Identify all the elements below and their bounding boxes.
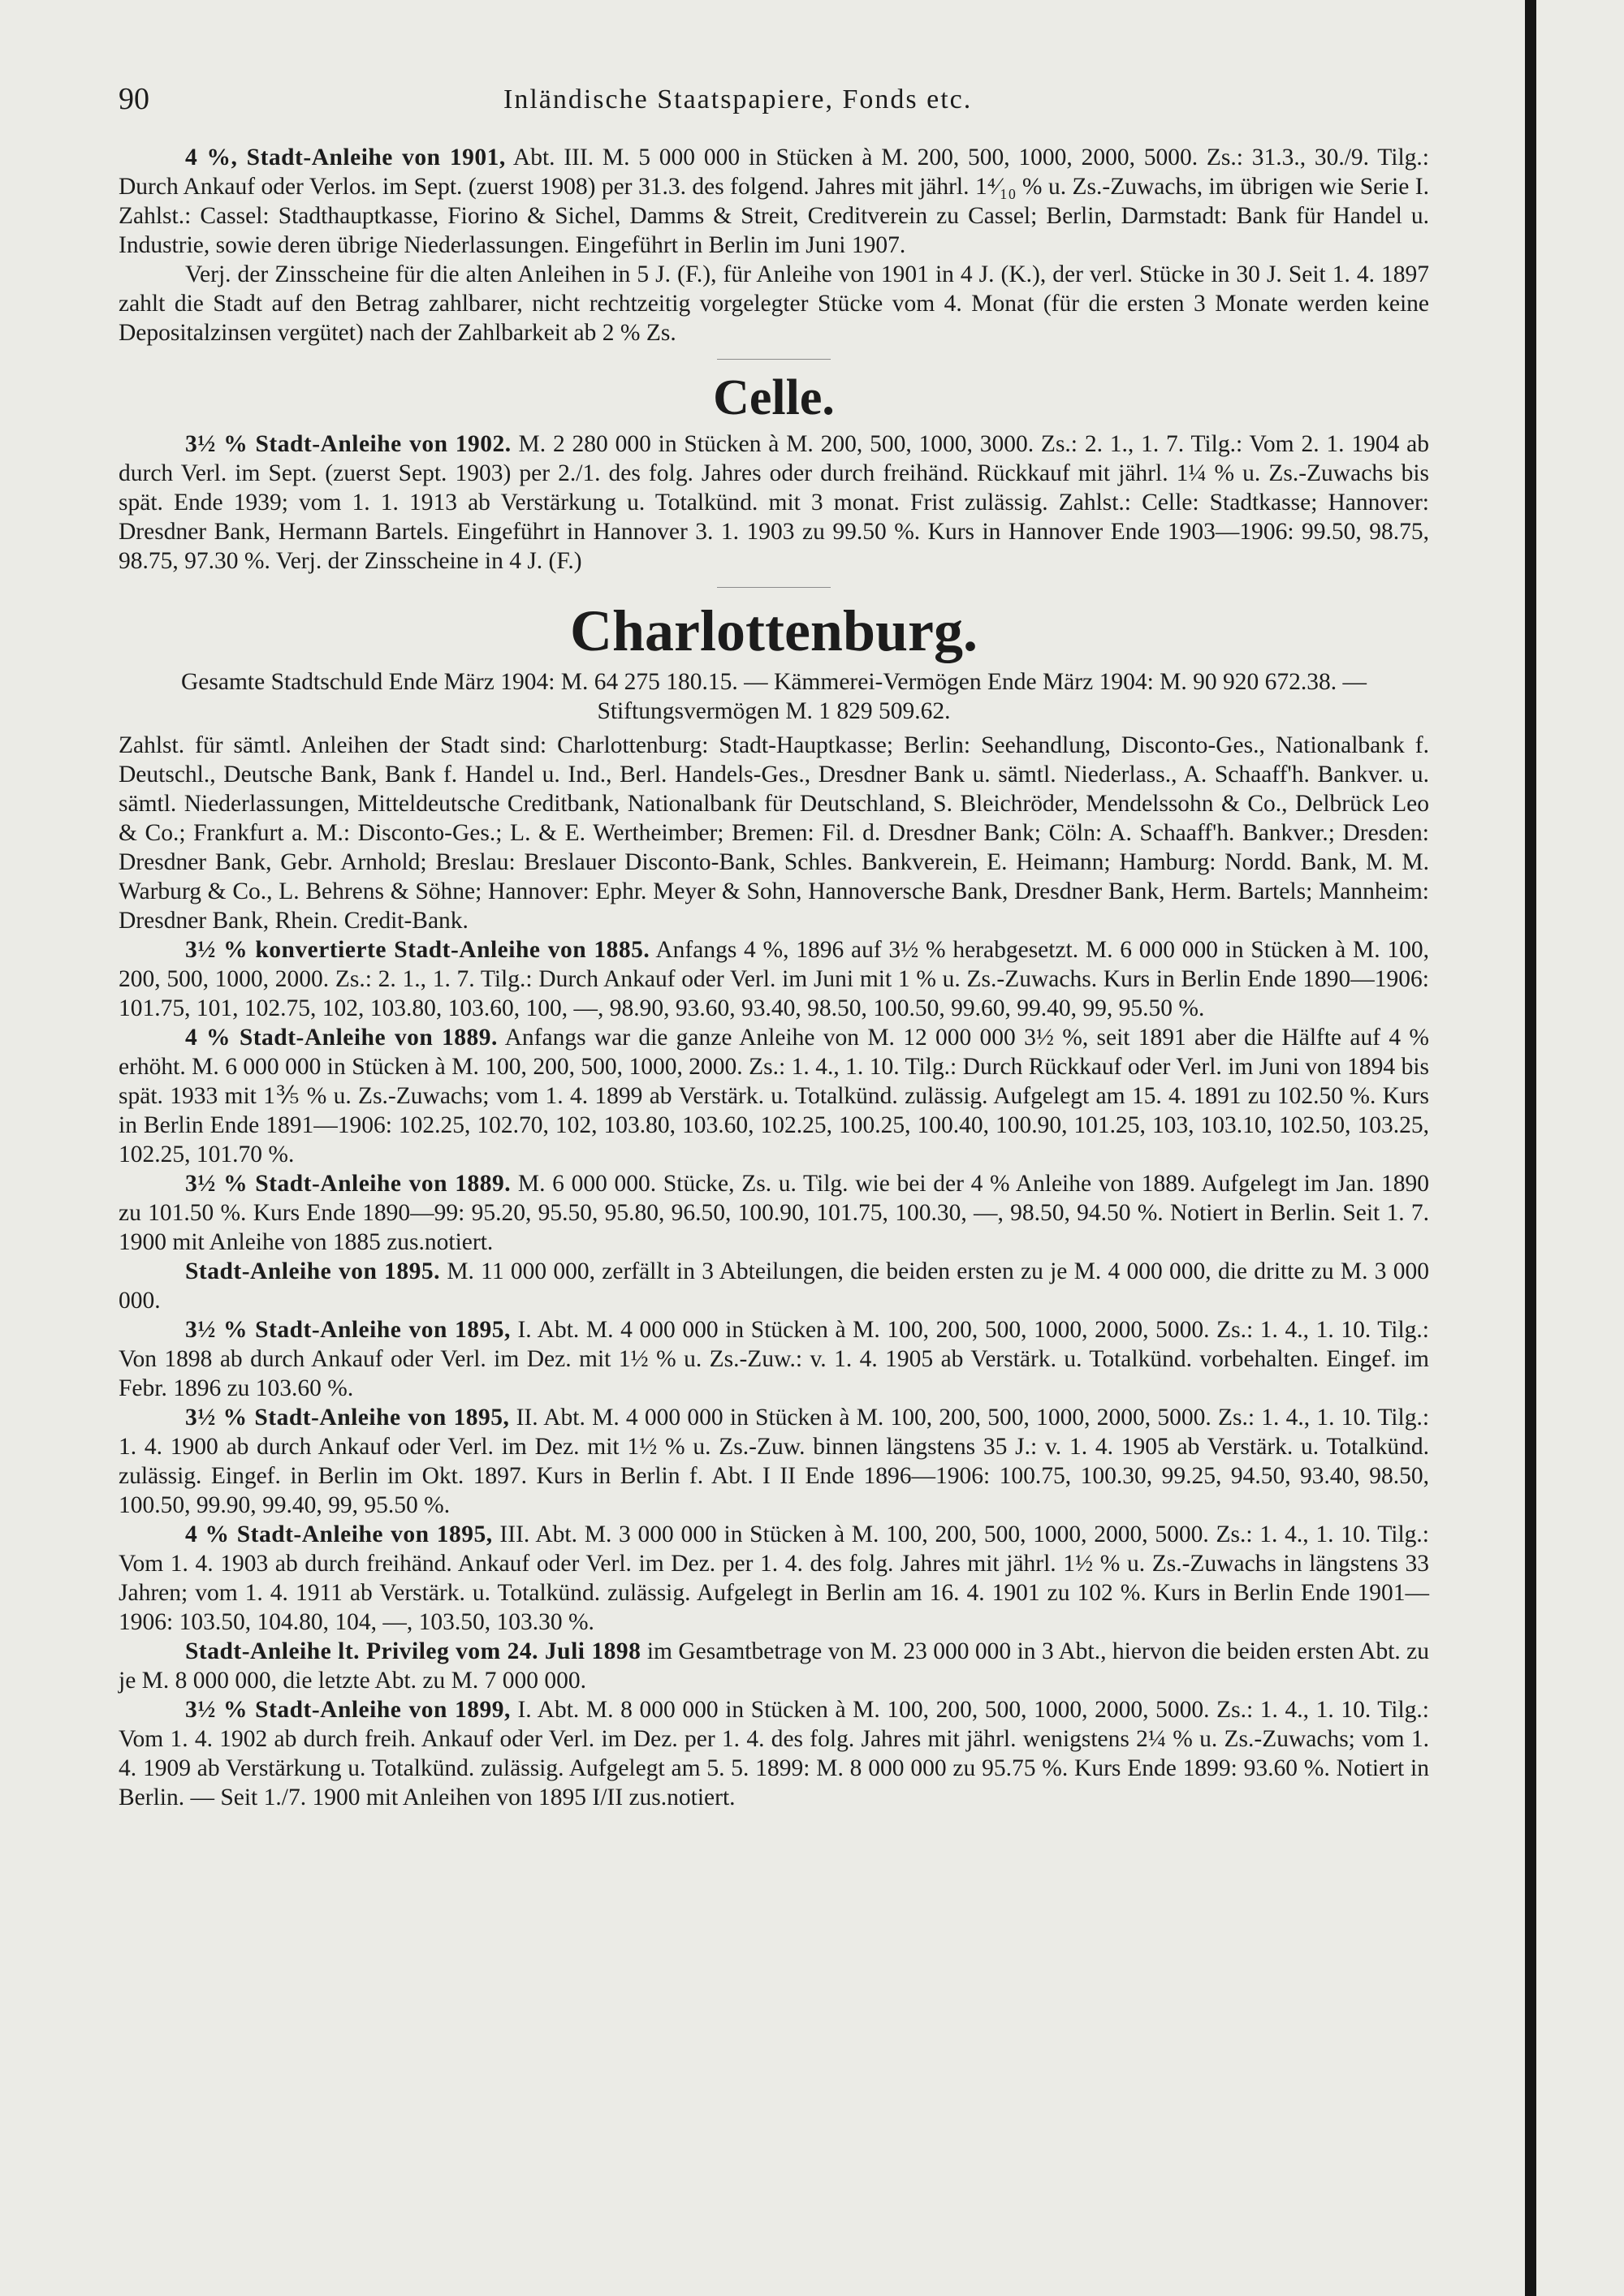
- entry-title: Stadt-Anleihe von 1895.: [185, 1258, 441, 1284]
- entry-text: II. Abt. M. 4 000 000 in Stücken à M. 100, 200, 500, 1000, 2000, 5000. Zs.: 1. 4., 1. 10. Tilg.: 1. 4. 1900 ab durch Ankauf oder Verl. im Dez. mit 1½ % u. Zs.-Zuw. binnen längstens 35 J.: v. 1. 4. 1905 ab Verstärk. u. Totalkünd. zulässig. Eingef. in Berlin im Okt. 1897. Kurs in Berlin f. Abt. I II Ende 1896—1906: 100.75, 100.30, 99.25, 94.50, 93.40, 98.50, 100.50, 99.90, 99.40, 99, 95.50 %.: [119, 1405, 1430, 1518]
- entry-text: M. 2 280 000 in Stücken à M. 200, 500, 1000, 3000. Zs.: 2. 1., 1. 7. Tilg.: Vom 2. 1. 1904 ab durch Verl. im Sept. (zuerst Sept. 1903) per 2./1. des folg. Jahres oder durch freihänd. Rückkauf mit jährl. 1¼ % u. Zs.-Zuwachs bis spät. Ende 1939; vom 1. 1. 1913 ab Verstärkung u. Totalkünd. mit 3 monat. Frist zulässig. Zahlst.: Celle: Stadtkasse; Hannover: Dresdner Bank, Hermann Bartels. Eingeführt in Hannover 3. 1. 1903 zu 99.50 %. Kurs in Hannover Ende 1903—1906: 99.50, 98.75, 98.75, 97.30 %. Verj. der Zinsscheine in 4 J. (F.): [119, 431, 1430, 574]
- entry-title: 3½ % Stadt-Anleihe von 1895,: [185, 1317, 511, 1343]
- entry-title: 3½ % Stadt-Anleihe von 1889.: [185, 1171, 512, 1197]
- city-heading-celle: Celle.: [713, 370, 835, 425]
- entry-text: im Gesamtbetrage von M. 23 000 000 in 3 Abt., hiervon die beiden ersten Abt. zu je M. 8 000 000, die letzte Abt. zu M. 7 000 000.: [119, 1638, 1430, 1694]
- entry-title: 3½ % Stadt-Anleihe von 1895,: [185, 1405, 510, 1431]
- entry-celle-1902: [119, 429, 1429, 576]
- section-separator: [717, 587, 831, 588]
- city-heading-charlottenburg: Charlottenburg.: [570, 598, 978, 663]
- page-number: 90: [119, 82, 149, 116]
- entry-privileg-1898: [119, 1637, 1429, 1695]
- entry-text: I. Abt. M. 8 000 000 in Stücken à M. 100, 200, 500, 1000, 2000, 5000. Zs.: 1. 4., 1. 10. Tilg.: Vom 1. 4. 1902 ab durch freih. Ankauf oder Verl. im Dez. per 1. 4. des folg. Jahres mit jährl. wenigstens 2¼ % u. Zs.-Zuwachs; vom 1. 4. 1909 ab Verstärkung u. Totalkünd. zulässig. Aufgelegt am 5. 5. 1899: M. 8 000 000 zu 95.75 %. Kurs Ende 1899: 93.60 %. Notiert in Berlin. — Seit 1./7. 1900 mit Anleihen von 1895 I/II zus.notiert.: [119, 1697, 1430, 1810]
- entry-1889-4pct: [119, 1023, 1429, 1169]
- entry-1885-konvertiert: [119, 935, 1429, 1023]
- entry-text: M. 11 000 000, zerfällt in 3 Abteilungen, die beiden ersten zu je M. 4 000 000, die dritte zu M. 3 000 000.: [119, 1258, 1430, 1314]
- running-head: Inländische Staatspapiere, Fonds etc.: [503, 84, 973, 114]
- page-body: [119, 143, 1429, 1812]
- entry-text: Anfangs war die ganze Anleihe von M. 12 000 000 3½ %, seit 1891 aber die Hälfte auf 4 % erhöht. M. 6 000 000 in Stücken à M. 100, 200, 500, 1000, 2000. Zs.: 1. 4., 1. 10. Tilg.: Durch Rückkauf oder Verl. im Juni von 1894 bis spät. 1933 mit 1⅗ % u. Zs.-Zuwachs; vom 1. 4. 1899 ab Verstärk. u. Totalkünd. zulässig. Aufgelegt am 15. 4. 1891 zu 102.50 %. Kurs in Berlin Ende 1891—1906: 102.25, 102.70, 102, 103.80, 103.60, 102.25, 100.25, 100.40, 100.90, 101.25, 103, 103.10, 102.50, 103.25, 102.25, 101.70 %.: [119, 1025, 1429, 1167]
- entry-title: Stadt-Anleihe lt. Privileg vom 24. Juli 1898: [185, 1638, 641, 1664]
- entry-title: 3½ % Stadt-Anleihe von 1899,: [185, 1697, 511, 1723]
- entry-title: 4 % Stadt-Anleihe von 1889.: [185, 1025, 498, 1051]
- entry-text: Anfangs 4 %, 1896 auf 3½ % herabgesetzt. M. 6 000 000 in Stücken à M. 100, 200, 500, 1000, 2000. Zs.: 2. 1., 1. 7. Tilg.: Durch Ankauf oder Verl. im Juni mit 1 % u. Zs.-Zuwachs. Kurs in Berlin Ende 1890—1906: 101.75, 101, 102.75, 102, 103.80, 103.60, 100, —, 98.90, 93.60, 93.40, 98.50, 100.50, 99.60, 99.40, 99, 95.50 %.: [119, 937, 1429, 1021]
- section-separator: [717, 359, 831, 360]
- entry-1895-overview: [119, 1257, 1429, 1315]
- entry-text: I. Abt. M. 4 000 000 in Stücken à M. 100, 200, 500, 1000, 2000, 5000. Zs.: 1. 4., 1. 10. Tilg.: Von 1898 ab durch Ankauf oder Verl. im Dez. mit 1½ % u. Zs.-Zuw.: v. 1. 4. 1905 ab Verstärk. u. Totalkünd. vorbehalten. Eingef. im Febr. 1896 zu 103.60 %.: [119, 1317, 1430, 1401]
- debt-summary: Gesamte Stadtschuld Ende März 1904: M. 64 275 180.15. — Kämmerei-Vermögen Ende März 1904: M. 90 920 672.38. — Stiftungsvermögen M. 1 829 509.62.: [181, 669, 1367, 724]
- entry-text: III. Abt. M. 3 000 000 in Stücken à M. 100, 200, 500, 1000, 2000, 5000. Zs.: 1. 4., 1. 10. Tilg.: Vom 1. 4. 1903 ab durch freihänd. Ankauf oder Verl. im Dez. per 1. 4. des folg. Jahres mit jährl. 1½ % u. Zs.-Zuwachs in längstens 33 Jahren; vom 1. 4. 1911 ab Verstärk. u. Totalkünd. zulässig. Aufgelegt in Berlin am 16. 4. 1901 zu 102 %. Kurs in Berlin Ende 1901—1906: 103.50, 104.80, 104, —, 103.50, 103.30 %.: [119, 1521, 1429, 1635]
- entry-title: 4 % Stadt-Anleihe von 1895,: [185, 1521, 493, 1547]
- entry-title: 4 %, Stadt-Anleihe von 1901,: [185, 145, 506, 170]
- entry-title: 3½ % konvertierte Stadt-Anleihe von 1885.: [185, 937, 650, 963]
- entry-text: M. 6 000 000. Stücke, Zs. u. Tilg. wie bei der 4 % Anleihe von 1889. Aufgelegt im Jan. 1890 zu 101.50 %. Kurs Ende 1890—99: 95.20, 95.50, 95.80, 96.50, 100.90, 101.75, 100.30, —, 98.50, 94.50 %. Notiert in Berlin. Seit 1. 7. 1900 mit Anleihe von 1885 zus.notiert.: [119, 1171, 1430, 1255]
- entry-1899-abt-1: [119, 1695, 1429, 1812]
- vertical-rule: [1525, 0, 1536, 2296]
- paying-agents: Zahlst. für sämtl. Anleihen der Stadt sind: Charlottenburg: Stadt-Hauptkasse; Berlin: Seehandlung, Disconto-Ges., Nationalbank f. Deutschl., Deutsche Bank, Bank f. Handel u. Ind., Berl. Handels-Ges., Dresdner Bank u. sämtl. Niederlass., A. Schaaff'h. Bankver. u. sämtl. Niederlassungen, Mitteldeutsche Creditbank, Nationalbank für Deutschland, S. Bleichröder, Mendelssohn & Co., Delbrück Leo & Co.; Frankfurt a. M.: Disconto-Ges.; L. & E. Wertheimber; Bremen: Fil. d. Dresdner Bank; Cöln: A. Schaaff'h. Bankver.; Dresden: Dresdner Bank, Gebr. Arnhold; Breslau: Breslauer Disconto-Bank, Schles. Bankverein, E. Heimann; Hamburg: Nordd. Bank, M. M. Warburg & Co., L. Behrens & Söhne; Hannover: Ephr. Meyer & Sohn, Hannoversche Bank, Dresdner Bank, Herm. Bartels; Mannheim: Dresdner Bank, Rhein. Credit-Bank.: [119, 732, 1429, 934]
- entry-1895-abt-1: [119, 1315, 1429, 1403]
- entry-cassel-1901: [119, 143, 1429, 260]
- entry-text: Abt. III. M. 5 000 000 in Stücken à M. 200, 500, 1000, 2000, 5000. Zs.: 31.3., 30./9. Tilg.: Durch Ankauf oder Verlos. im Sept. (zuerst 1908) per 31.3. des folgend. Jahres mit jährl. 1⁴⁄₁₀ % u. Zs.-Zuwachs, im übrigen wie Serie I. Zahlst.: Cassel: Stadthauptkasse, Fiorino & Sichel, Damms & Streit, Creditverein zu Cassel; Berlin, Darmstadt: Bank für Handel u. Industrie, sowie deren übrige Niederlassungen. Eingeführt in Berlin im Juni 1907.: [119, 145, 1429, 258]
- entry-1895-abt-2: [119, 1403, 1429, 1520]
- entry-title: 3½ % Stadt-Anleihe von 1902.: [185, 431, 512, 457]
- entry-1895-abt-3: [119, 1520, 1429, 1637]
- entry-1889-3half-pct: [119, 1169, 1429, 1257]
- paragraph-verjaehrung: Verj. der Zinsscheine für die alten Anleihen in 5 J. (F.), für Anleihe von 1901 in 4 J. (K.), der verl. Stücke in 30 J. Seit 1. 4. 1897 zahlt die Stadt auf den Betrag zahlbarer, nicht rechtzeitig vorgelegter Stücke vom 4. Monat (für die ersten 3 Monate werden keine Depositalzinsen vergütet) nach der Zahlbarkeit ab 2 % Zs.: [119, 261, 1429, 346]
